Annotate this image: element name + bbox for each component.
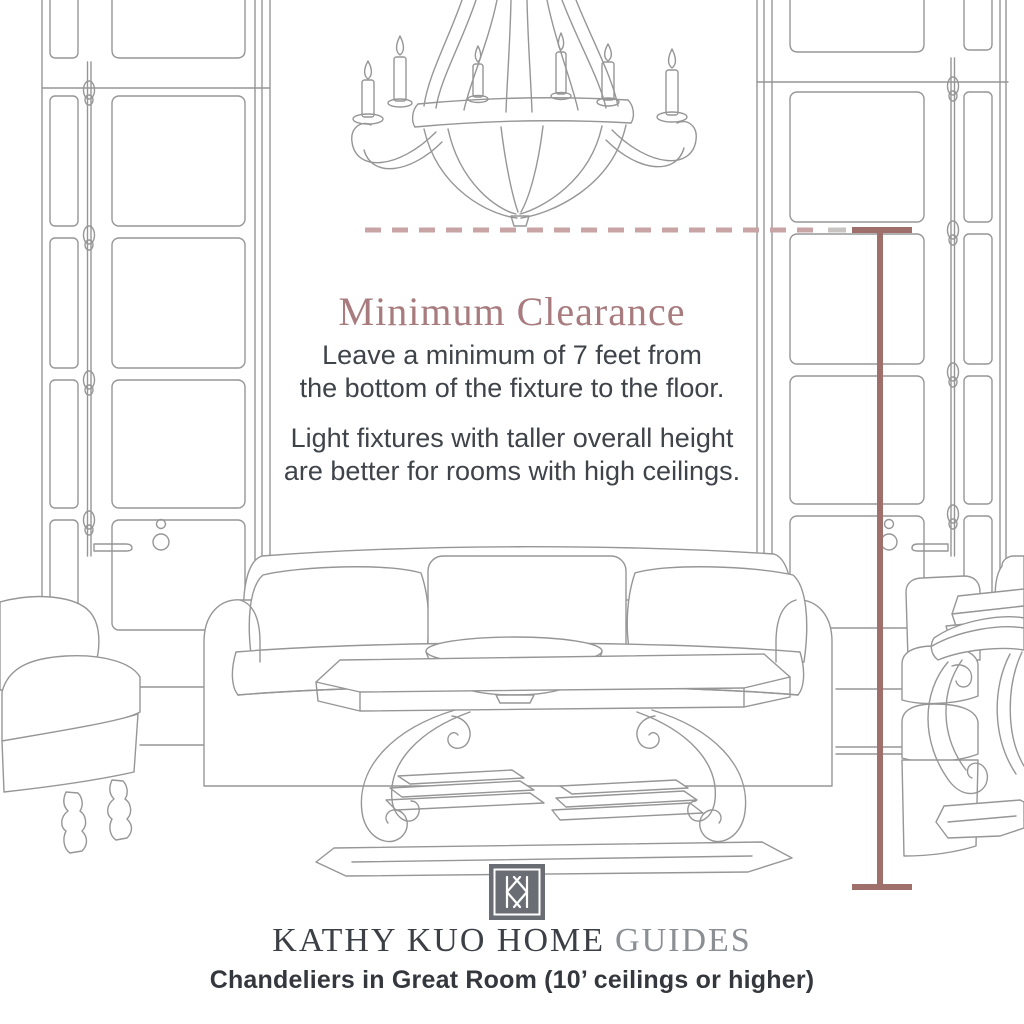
door-handle-right <box>881 520 948 552</box>
clearance-note-1-line-1: Leave a minimum of 7 feet from <box>322 340 702 370</box>
brand-title-primary: KATHY KUO HOME <box>272 922 606 959</box>
chandelier-illustration <box>352 0 696 226</box>
clearance-note-1 <box>0 339 1024 405</box>
brand-title <box>0 922 1024 960</box>
minimum-clearance-heading: Minimum Clearance <box>338 289 686 334</box>
kathy-kuo-home-logo-icon <box>489 864 545 920</box>
brand-title-secondary: GUIDES <box>615 922 752 959</box>
clearance-note-2-line-2: are better for rooms with high ceilings. <box>283 456 741 486</box>
clearance-note-2 <box>0 422 1024 488</box>
guide-subtitle: Chandeliers in Great Room (10’ ceilings or higher) <box>209 966 815 994</box>
clearance-note-2-line-1: Light fixtures with taller overall height <box>290 423 734 453</box>
clearance-note-1-line-2: the bottom of the fixture to the floor. <box>299 373 725 403</box>
door-handle-left <box>94 520 169 552</box>
armchair-left-illustration <box>0 597 140 853</box>
